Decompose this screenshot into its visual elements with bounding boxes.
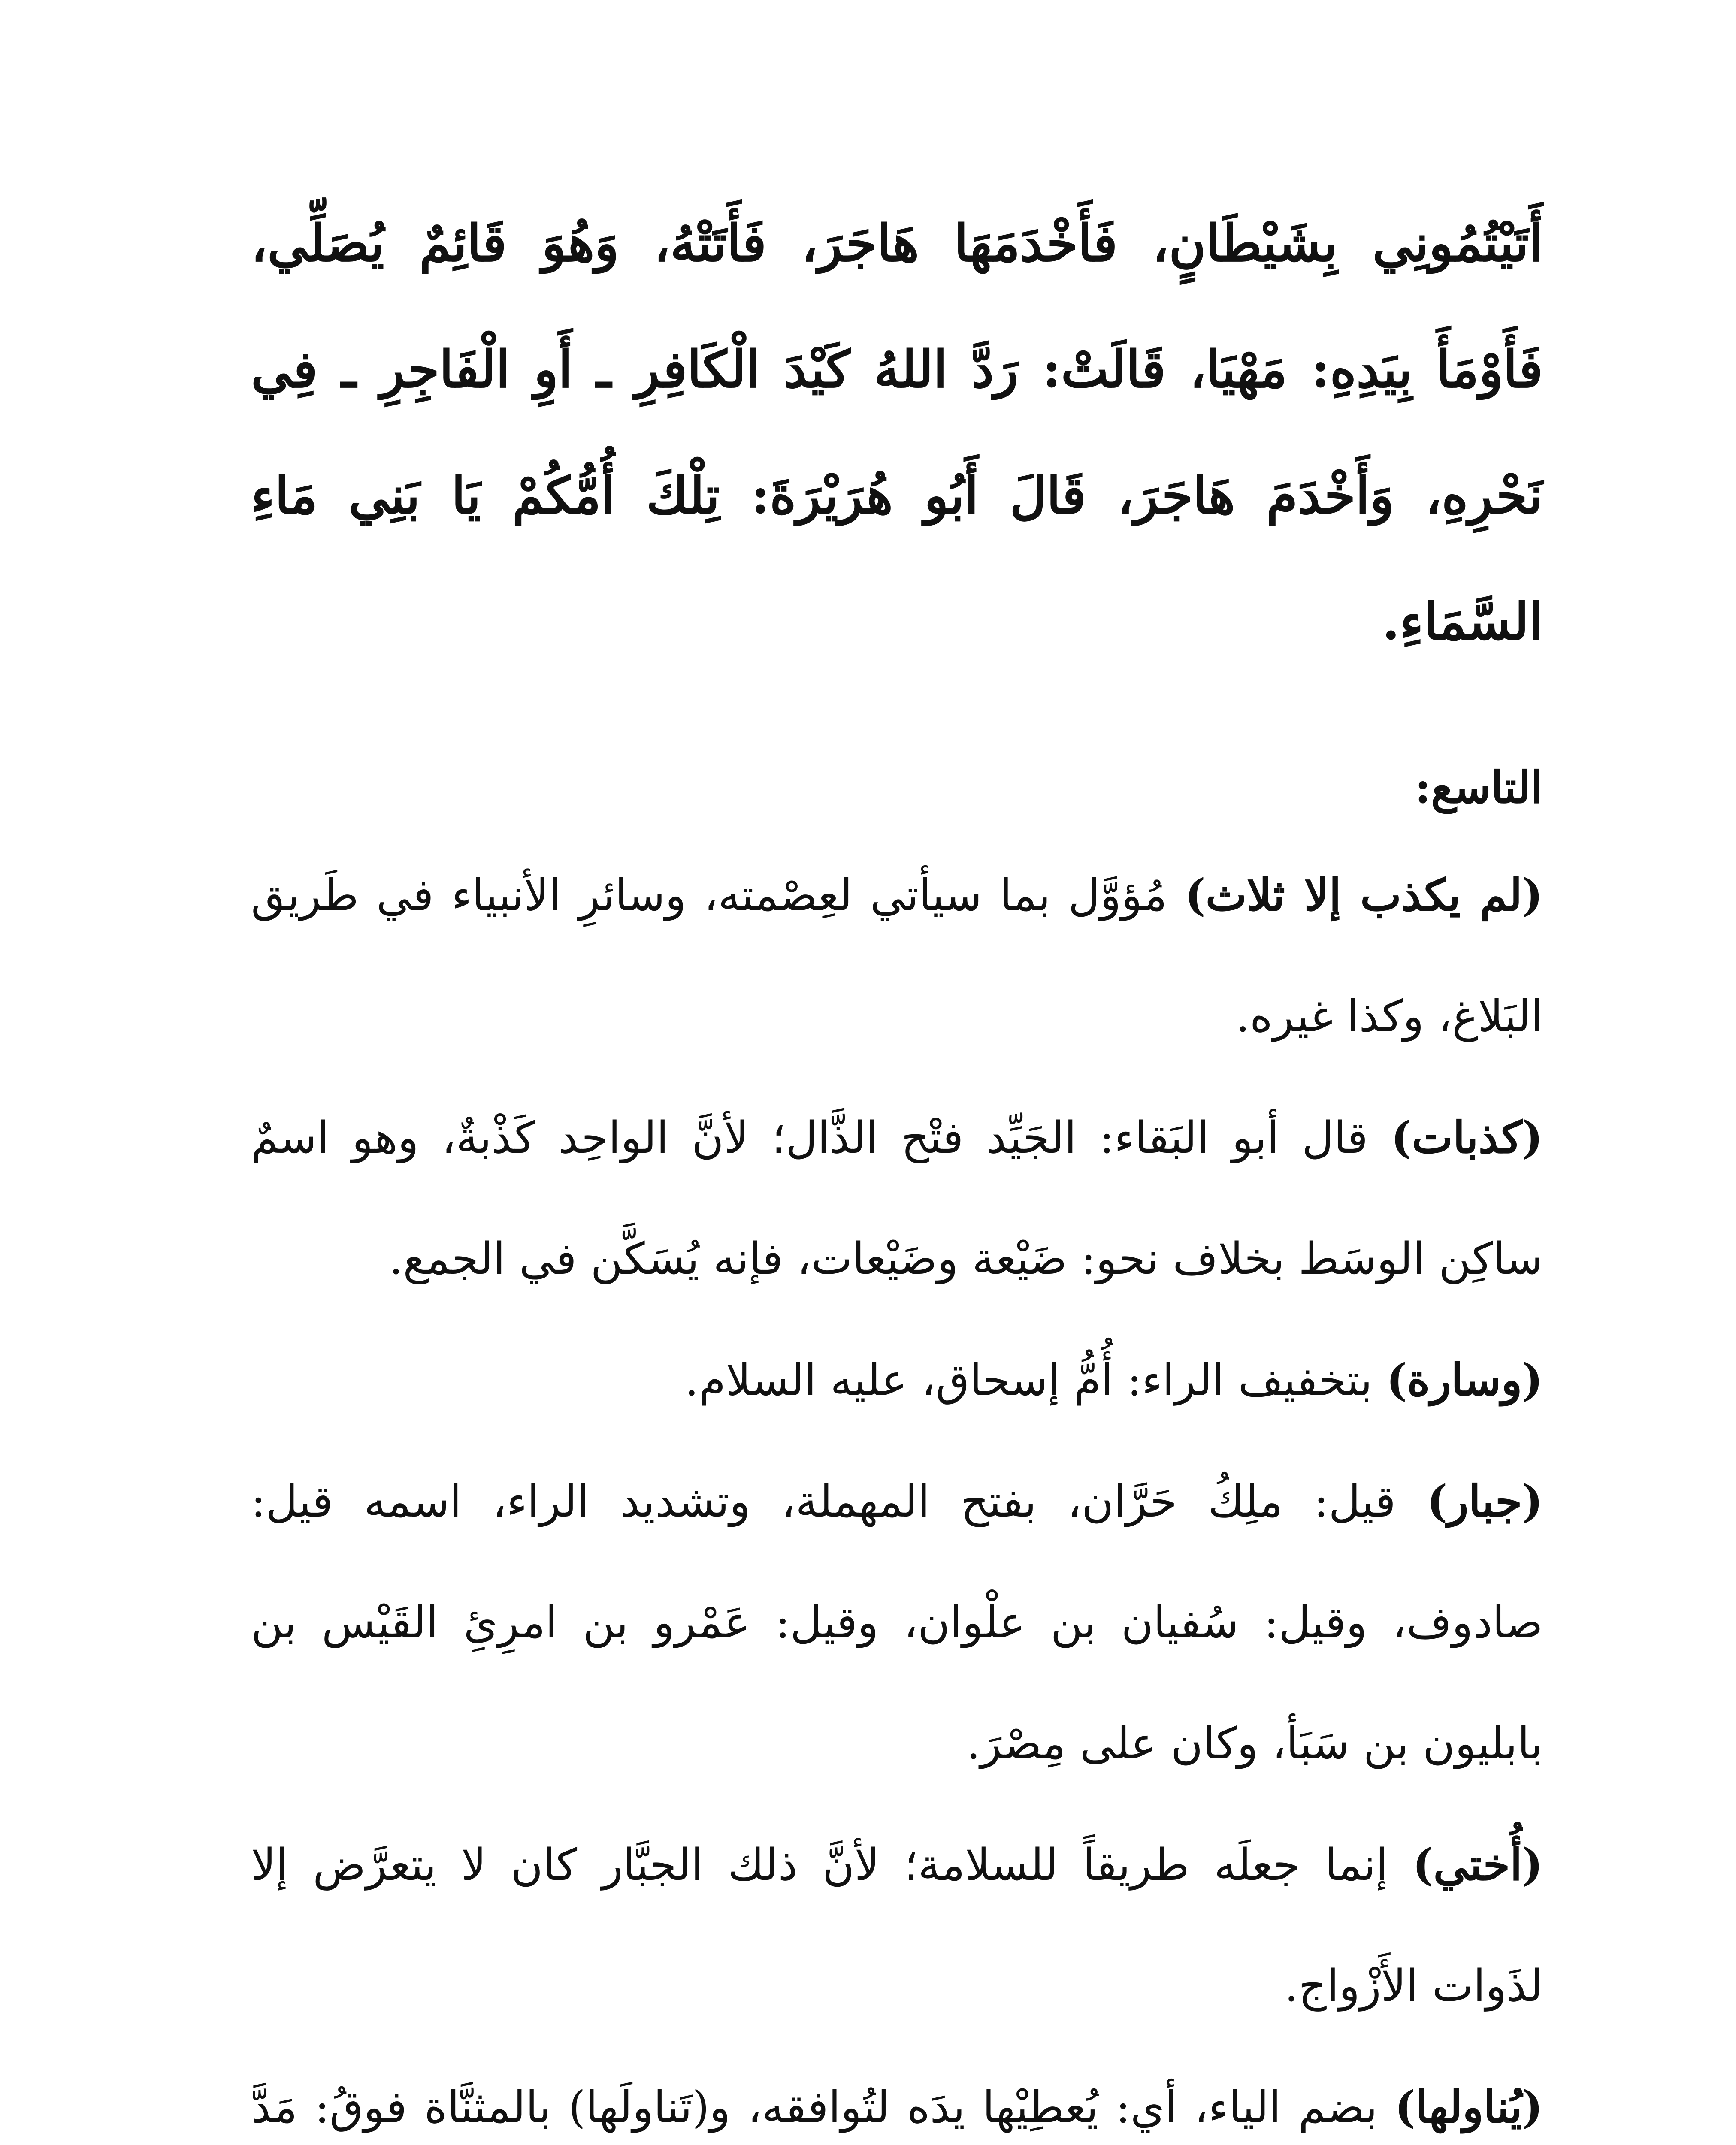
section-heading: التاسع: <box>1415 762 1543 813</box>
commentary-entry <box>251 1320 1543 1441</box>
page-body <box>251 180 1543 2145</box>
commentary-entry <box>251 1441 1543 1804</box>
entry-term: (جبار) <box>1427 1476 1543 1527</box>
entry-term: (يُناولها) <box>1394 2082 1543 2133</box>
entry-term: (أُختي) <box>1412 1839 1543 1891</box>
commentary-entry <box>251 1077 1543 1320</box>
entry-term: (لم يكذب إلا ثلاث) <box>1185 870 1543 921</box>
entry-term: (وسارة) <box>1386 1354 1543 1406</box>
hadith-text: أَتَيْتُمُونِي بِشَيْطَانٍ، فَأَخْدَمَهَا هَاجَرَ، فَأَتَتْهُ، وَهُوَ قَائِمٌ يُصَلِّي، فَأَوْمَأَ بِيَدِهِ: مَهْيَا، قَالَتْ: رَدَّ اللهُ كَيْدَ الْكَافِرِ ـ أَوِ الْفَاجِرِ ـ فِي نَحْرِهِ، وَأَخْدَمَ هَاجَرَ، قَالَ أَبُو هُرَيْرَةَ: تِلْكَ أُمُّكُمْ يَا بَنِي مَاءِ السَّمَاءِ. <box>251 213 1543 651</box>
commentary-entry <box>251 835 1543 1077</box>
entry-text: قيل: ملِكُ حَرَّان، بفتح المهملة، وتشديد الراء، اسمه قيل: صادوف، وقيل: سُفيان بن علْوان، وقيل: عَمْرو بن امرِئِ القَيْس بن بابليون بن سَبَأ، وكان على مِصْرَ. <box>251 1476 1543 1769</box>
commentary-entry <box>251 1804 1543 2047</box>
entry-text: بضم الياء، أي: يُعطِيْها يدَه لتُوافقه، و(تَناولَها) بالمثنَّاة فوقُ: مَدَّ <box>251 2082 1378 2133</box>
commentary-entry <box>251 2047 1543 2145</box>
entry-term: (كذبات) <box>1391 1112 1543 1163</box>
entry-text: مُؤوَّل بما سيأتي لعِصْمته، وسائرِ الأنبياء في طَريق البَلاغ، وكذا غيره. <box>251 870 1543 1042</box>
entry-text: إنما جعلَه طريقاً للسلامة؛ لأنَّ ذلك الجبَّار كان لا يتعرَّض إلا لذَوات الأَزْواج. <box>251 1840 1543 2012</box>
entry-text: بتخفيف الراء: أُمُّ إسحاق، عليه السلام. <box>684 1355 1386 1406</box>
entry-text: قال أبو البَقاء: الجَيِّد فتْح الذَّال؛ لأنَّ الواحِد كَذْبةٌ، وهو اسمٌ ساكِن الوسَط بخلاف نحو: ضَيْعة وضَيْعات، فإنه يُسَكَّن في الجمع. <box>251 1112 1543 1284</box>
